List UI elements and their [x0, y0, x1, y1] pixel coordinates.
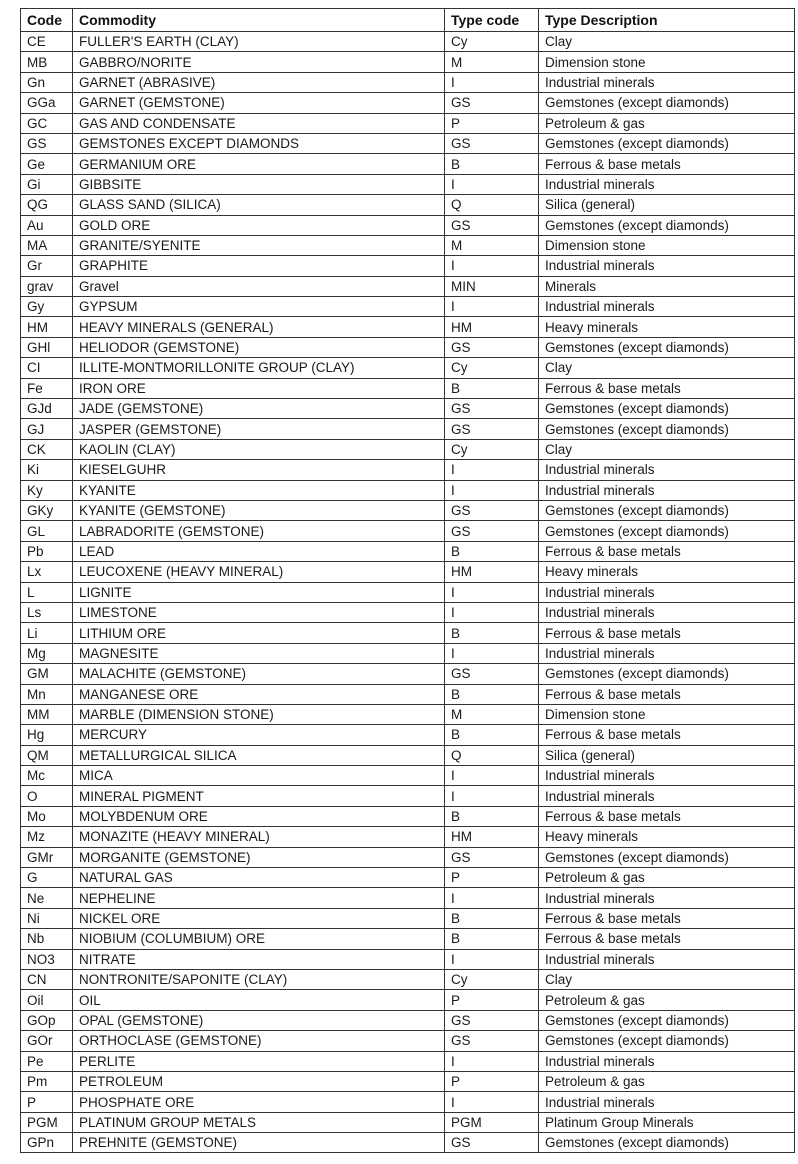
cell-code: Pe [21, 1051, 73, 1071]
table-row [21, 297, 795, 317]
cell-code: CK [21, 439, 73, 459]
cell-type-description: Ferrous & base metals [539, 378, 795, 398]
cell-code: Lx [21, 562, 73, 582]
cell-type-code: I [445, 72, 539, 92]
cell-code: O [21, 786, 73, 806]
cell-commodity: GOLD ORE [73, 215, 445, 235]
cell-code: Oil [21, 990, 73, 1010]
cell-type-code: GS [445, 93, 539, 113]
cell-type-description: Clay [539, 439, 795, 459]
cell-commodity: GIBBSITE [73, 174, 445, 194]
cell-code: HM [21, 317, 73, 337]
cell-commodity: KIESELGUHR [73, 460, 445, 480]
cell-type-code: Cy [445, 969, 539, 989]
cell-type-code: B [445, 908, 539, 928]
cell-code: Ge [21, 154, 73, 174]
cell-commodity: MANGANESE ORE [73, 684, 445, 704]
table-row [21, 52, 795, 72]
cell-type-code: Cy [445, 32, 539, 52]
cell-type-code: GS [445, 664, 539, 684]
cell-code: Mc [21, 766, 73, 786]
table-row [21, 276, 795, 296]
cell-type-description: Ferrous & base metals [539, 684, 795, 704]
cell-type-description: Petroleum & gas [539, 990, 795, 1010]
cell-commodity: GARNET (GEMSTONE) [73, 93, 445, 113]
table-row [21, 582, 795, 602]
cell-type-description: Gemstones (except diamonds) [539, 1031, 795, 1051]
cell-code: Ni [21, 908, 73, 928]
cell-code: GOp [21, 1010, 73, 1030]
cell-type-description: Gemstones (except diamonds) [539, 399, 795, 419]
table-row [21, 399, 795, 419]
cell-type-code: I [445, 888, 539, 908]
cell-type-description: Industrial minerals [539, 602, 795, 622]
cell-type-code: HM [445, 562, 539, 582]
cell-type-description: Gemstones (except diamonds) [539, 521, 795, 541]
commodity-table-container [20, 8, 794, 1153]
cell-code: Gr [21, 256, 73, 276]
cell-commodity: MAGNESITE [73, 643, 445, 663]
table-body [21, 32, 795, 1153]
cell-commodity: Gravel [73, 276, 445, 296]
cell-commodity: PHOSPHATE ORE [73, 1092, 445, 1112]
table-row [21, 1051, 795, 1071]
table-row [21, 460, 795, 480]
header-type-code: Type code [445, 9, 539, 32]
cell-commodity: NITRATE [73, 949, 445, 969]
cell-code: Li [21, 623, 73, 643]
cell-commodity: GARNET (ABRASIVE) [73, 72, 445, 92]
cell-commodity: NONTRONITE/SAPONITE (CLAY) [73, 969, 445, 989]
cell-type-description: Heavy minerals [539, 562, 795, 582]
cell-type-code: GS [445, 1010, 539, 1030]
cell-code: QM [21, 745, 73, 765]
cell-type-description: Gemstones (except diamonds) [539, 419, 795, 439]
table-row [21, 908, 795, 928]
cell-type-code: I [445, 460, 539, 480]
cell-type-description: Dimension stone [539, 52, 795, 72]
table-row [21, 337, 795, 357]
table-row [21, 521, 795, 541]
cell-type-description: Ferrous & base metals [539, 929, 795, 949]
cell-commodity: LIGNITE [73, 582, 445, 602]
cell-code: CI [21, 358, 73, 378]
cell-type-description: Dimension stone [539, 704, 795, 724]
table-row [21, 949, 795, 969]
cell-type-code: I [445, 766, 539, 786]
table-row [21, 725, 795, 745]
cell-commodity: GAS AND CONDENSATE [73, 113, 445, 133]
table-row [21, 1071, 795, 1091]
table-row [21, 154, 795, 174]
cell-commodity: ORTHOCLASE (GEMSTONE) [73, 1031, 445, 1051]
cell-commodity: MOLYBDENUM ORE [73, 806, 445, 826]
cell-code: PGM [21, 1112, 73, 1132]
cell-type-code: HM [445, 317, 539, 337]
cell-commodity: MINERAL PIGMENT [73, 786, 445, 806]
cell-code: Mg [21, 643, 73, 663]
cell-type-code: I [445, 786, 539, 806]
cell-type-description: Gemstones (except diamonds) [539, 337, 795, 357]
header-commodity: Commodity [73, 9, 445, 32]
cell-type-description: Industrial minerals [539, 460, 795, 480]
cell-type-code: GS [445, 337, 539, 357]
cell-type-description: Petroleum & gas [539, 1071, 795, 1091]
cell-commodity: GLASS SAND (SILICA) [73, 195, 445, 215]
cell-code: CE [21, 32, 73, 52]
table-row [21, 602, 795, 622]
table-row [21, 174, 795, 194]
table-row [21, 93, 795, 113]
header-row [21, 9, 795, 32]
cell-type-description: Industrial minerals [539, 888, 795, 908]
table-row [21, 133, 795, 153]
table-row [21, 439, 795, 459]
cell-type-description: Gemstones (except diamonds) [539, 215, 795, 235]
cell-commodity: HELIODOR (GEMSTONE) [73, 337, 445, 357]
cell-type-code: I [445, 297, 539, 317]
cell-commodity: HEAVY MINERALS (GENERAL) [73, 317, 445, 337]
cell-commodity: PERLITE [73, 1051, 445, 1071]
cell-type-description: Ferrous & base metals [539, 154, 795, 174]
table-row [21, 623, 795, 643]
cell-type-code: B [445, 684, 539, 704]
cell-code: P [21, 1092, 73, 1112]
cell-commodity: GERMANIUM ORE [73, 154, 445, 174]
cell-type-description: Clay [539, 969, 795, 989]
table-header [21, 9, 795, 32]
cell-code: Au [21, 215, 73, 235]
cell-type-code: HM [445, 827, 539, 847]
cell-commodity: GYPSUM [73, 297, 445, 317]
cell-commodity: MARBLE (DIMENSION STONE) [73, 704, 445, 724]
cell-type-description: Gemstones (except diamonds) [539, 1133, 795, 1153]
cell-type-description: Clay [539, 358, 795, 378]
cell-code: Pb [21, 541, 73, 561]
table-row [21, 378, 795, 398]
cell-type-code: GS [445, 399, 539, 419]
cell-type-description: Ferrous & base metals [539, 725, 795, 745]
cell-type-code: M [445, 52, 539, 72]
table-row [21, 32, 795, 52]
table-row [21, 745, 795, 765]
cell-type-code: P [445, 990, 539, 1010]
cell-type-code: B [445, 154, 539, 174]
cell-type-code: B [445, 929, 539, 949]
cell-code: Mz [21, 827, 73, 847]
cell-commodity: KYANITE [73, 480, 445, 500]
cell-type-code: I [445, 949, 539, 969]
cell-type-description: Dimension stone [539, 235, 795, 255]
table-row [21, 562, 795, 582]
cell-type-description: Industrial minerals [539, 1051, 795, 1071]
cell-type-code: GS [445, 1031, 539, 1051]
cell-code: GM [21, 664, 73, 684]
cell-type-code: I [445, 602, 539, 622]
cell-type-code: M [445, 235, 539, 255]
cell-code: G [21, 868, 73, 888]
cell-code: Mn [21, 684, 73, 704]
cell-code: GOr [21, 1031, 73, 1051]
cell-type-code: I [445, 480, 539, 500]
cell-code: Gn [21, 72, 73, 92]
cell-type-description: Petroleum & gas [539, 113, 795, 133]
cell-type-code: P [445, 868, 539, 888]
cell-commodity: OIL [73, 990, 445, 1010]
table-row [21, 256, 795, 276]
table-row [21, 704, 795, 724]
cell-code: Mo [21, 806, 73, 826]
cell-commodity: LEUCOXENE (HEAVY MINERAL) [73, 562, 445, 582]
cell-type-description: Industrial minerals [539, 786, 795, 806]
cell-code: GL [21, 521, 73, 541]
table-row [21, 317, 795, 337]
cell-code: Nb [21, 929, 73, 949]
cell-type-description: Industrial minerals [539, 949, 795, 969]
table-row [21, 888, 795, 908]
cell-type-code: I [445, 256, 539, 276]
cell-code: Pm [21, 1071, 73, 1091]
cell-type-code: PGM [445, 1112, 539, 1132]
table-row [21, 235, 795, 255]
cell-type-code: GS [445, 1133, 539, 1153]
cell-code: GMr [21, 847, 73, 867]
cell-commodity: KYANITE (GEMSTONE) [73, 500, 445, 520]
cell-code: MB [21, 52, 73, 72]
cell-type-code: B [445, 378, 539, 398]
table-row [21, 1031, 795, 1051]
cell-commodity: GRAPHITE [73, 256, 445, 276]
cell-code: MM [21, 704, 73, 724]
cell-commodity: LIMESTONE [73, 602, 445, 622]
cell-type-description: Industrial minerals [539, 480, 795, 500]
cell-type-description: Industrial minerals [539, 256, 795, 276]
cell-type-code: GS [445, 500, 539, 520]
cell-commodity: MONAZITE (HEAVY MINERAL) [73, 827, 445, 847]
cell-type-description: Ferrous & base metals [539, 806, 795, 826]
cell-code: Hg [21, 725, 73, 745]
cell-type-code: I [445, 1051, 539, 1071]
cell-commodity: LABRADORITE (GEMSTONE) [73, 521, 445, 541]
cell-commodity: ILLITE-MONTMORILLONITE GROUP (CLAY) [73, 358, 445, 378]
header-type-description: Type Description [539, 9, 795, 32]
cell-type-code: GS [445, 521, 539, 541]
cell-commodity: NIOBIUM (COLUMBIUM) ORE [73, 929, 445, 949]
cell-code: GHl [21, 337, 73, 357]
table-row [21, 806, 795, 826]
cell-type-code: MIN [445, 276, 539, 296]
cell-type-description: Gemstones (except diamonds) [539, 847, 795, 867]
cell-type-description: Industrial minerals [539, 1092, 795, 1112]
cell-code: GPn [21, 1133, 73, 1153]
table-row [21, 990, 795, 1010]
cell-type-description: Silica (general) [539, 745, 795, 765]
cell-type-description: Industrial minerals [539, 582, 795, 602]
cell-code: Ki [21, 460, 73, 480]
cell-type-description: Ferrous & base metals [539, 908, 795, 928]
cell-type-code: Cy [445, 358, 539, 378]
cell-type-code: GS [445, 419, 539, 439]
cell-type-description: Ferrous & base metals [539, 541, 795, 561]
cell-commodity: LITHIUM ORE [73, 623, 445, 643]
cell-code: Gi [21, 174, 73, 194]
cell-type-description: Gemstones (except diamonds) [539, 133, 795, 153]
commodity-table [20, 8, 795, 1153]
cell-type-description: Minerals [539, 276, 795, 296]
table-row [21, 664, 795, 684]
cell-code: GJ [21, 419, 73, 439]
cell-code: Ne [21, 888, 73, 908]
cell-type-description: Gemstones (except diamonds) [539, 500, 795, 520]
cell-type-description: Heavy minerals [539, 827, 795, 847]
cell-type-description: Ferrous & base metals [539, 623, 795, 643]
cell-code: L [21, 582, 73, 602]
cell-commodity: GABBRO/NORITE [73, 52, 445, 72]
table-row [21, 72, 795, 92]
cell-type-description: Industrial minerals [539, 72, 795, 92]
cell-code: GC [21, 113, 73, 133]
table-row [21, 358, 795, 378]
cell-code: MA [21, 235, 73, 255]
table-row [21, 827, 795, 847]
cell-type-description: Industrial minerals [539, 643, 795, 663]
cell-type-code: I [445, 643, 539, 663]
cell-type-description: Silica (general) [539, 195, 795, 215]
header-code: Code [21, 9, 73, 32]
cell-commodity: GEMSTONES EXCEPT DIAMONDS [73, 133, 445, 153]
cell-type-description: Platinum Group Minerals [539, 1112, 795, 1132]
cell-code: CN [21, 969, 73, 989]
cell-commodity: MICA [73, 766, 445, 786]
cell-commodity: NATURAL GAS [73, 868, 445, 888]
cell-type-description: Clay [539, 32, 795, 52]
table-row [21, 847, 795, 867]
cell-type-code: B [445, 541, 539, 561]
cell-code: NO3 [21, 949, 73, 969]
cell-commodity: KAOLIN (CLAY) [73, 439, 445, 459]
table-row [21, 541, 795, 561]
cell-code: Ls [21, 602, 73, 622]
cell-type-description: Gemstones (except diamonds) [539, 93, 795, 113]
cell-type-code: M [445, 704, 539, 724]
table-row [21, 195, 795, 215]
cell-type-description: Industrial minerals [539, 766, 795, 786]
cell-type-description: Heavy minerals [539, 317, 795, 337]
cell-code: GJd [21, 399, 73, 419]
cell-code: GKy [21, 500, 73, 520]
table-row [21, 1112, 795, 1132]
cell-type-code: GS [445, 215, 539, 235]
cell-type-code: Q [445, 745, 539, 765]
cell-type-code: P [445, 113, 539, 133]
table-row [21, 969, 795, 989]
cell-commodity: GRANITE/SYENITE [73, 235, 445, 255]
cell-commodity: NEPHELINE [73, 888, 445, 908]
cell-commodity: JASPER (GEMSTONE) [73, 419, 445, 439]
cell-commodity: MALACHITE (GEMSTONE) [73, 664, 445, 684]
table-row [21, 500, 795, 520]
cell-code: GS [21, 133, 73, 153]
cell-code: Ky [21, 480, 73, 500]
cell-commodity: NICKEL ORE [73, 908, 445, 928]
cell-code: QG [21, 195, 73, 215]
cell-type-code: P [445, 1071, 539, 1091]
table-row [21, 868, 795, 888]
cell-code: grav [21, 276, 73, 296]
cell-type-code: I [445, 1092, 539, 1112]
cell-commodity: PREHNITE (GEMSTONE) [73, 1133, 445, 1153]
table-row [21, 1010, 795, 1030]
cell-code: Gy [21, 297, 73, 317]
cell-commodity: FULLER'S EARTH (CLAY) [73, 32, 445, 52]
cell-type-description: Industrial minerals [539, 174, 795, 194]
cell-type-code: B [445, 623, 539, 643]
table-row [21, 643, 795, 663]
cell-type-description: Industrial minerals [539, 297, 795, 317]
table-row [21, 766, 795, 786]
cell-type-description: Petroleum & gas [539, 868, 795, 888]
cell-commodity: PETROLEUM [73, 1071, 445, 1091]
table-row [21, 113, 795, 133]
table-row [21, 215, 795, 235]
cell-type-description: Gemstones (except diamonds) [539, 664, 795, 684]
cell-type-code: B [445, 725, 539, 745]
table-row [21, 1092, 795, 1112]
table-row [21, 419, 795, 439]
cell-type-code: Cy [445, 439, 539, 459]
table-row [21, 684, 795, 704]
cell-commodity: JADE (GEMSTONE) [73, 399, 445, 419]
cell-commodity: LEAD [73, 541, 445, 561]
cell-commodity: METALLURGICAL SILICA [73, 745, 445, 765]
cell-type-code: Q [445, 195, 539, 215]
table-row [21, 786, 795, 806]
cell-commodity: MORGANITE (GEMSTONE) [73, 847, 445, 867]
cell-type-code: GS [445, 847, 539, 867]
cell-commodity: MERCURY [73, 725, 445, 745]
cell-type-code: B [445, 806, 539, 826]
cell-code: Fe [21, 378, 73, 398]
cell-commodity: IRON ORE [73, 378, 445, 398]
cell-type-description: Gemstones (except diamonds) [539, 1010, 795, 1030]
table-row [21, 1133, 795, 1153]
cell-commodity: OPAL (GEMSTONE) [73, 1010, 445, 1030]
cell-type-code: GS [445, 133, 539, 153]
table-row [21, 480, 795, 500]
cell-type-code: I [445, 174, 539, 194]
cell-type-code: I [445, 582, 539, 602]
cell-code: GGa [21, 93, 73, 113]
table-row [21, 929, 795, 949]
cell-commodity: PLATINUM GROUP METALS [73, 1112, 445, 1132]
